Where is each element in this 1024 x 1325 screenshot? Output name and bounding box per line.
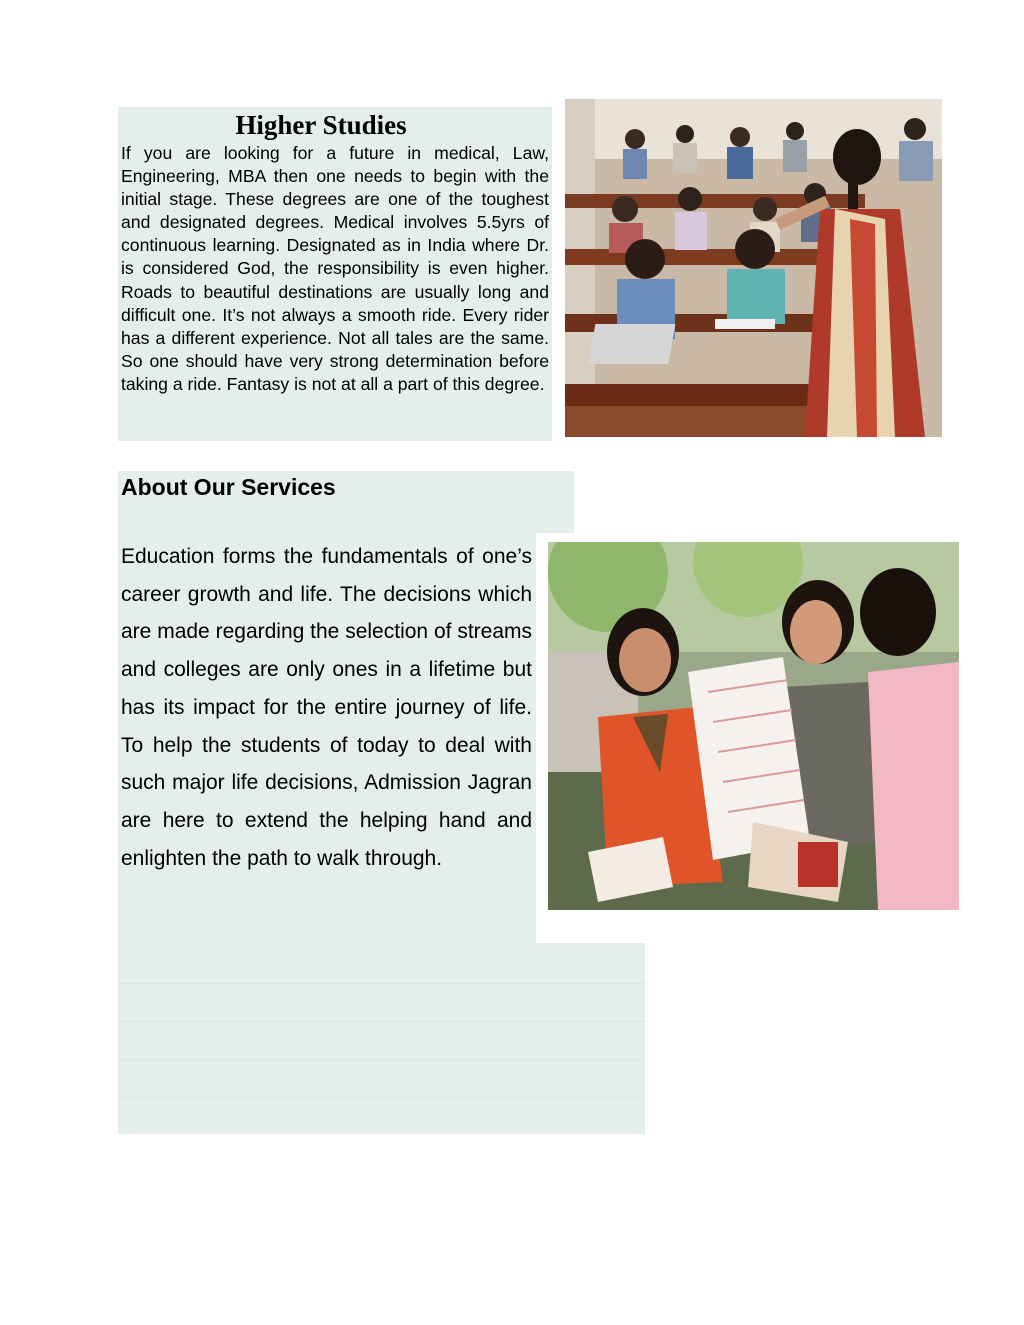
services-bottom-panel: [118, 943, 645, 1134]
classroom-photo: [565, 99, 942, 437]
higher-studies-title: Higher Studies: [235, 110, 407, 140]
students-photo: [548, 542, 959, 910]
divider: [118, 1059, 645, 1060]
higher-studies-body: If you are looking for a future in medical, Law, Engineering, MBA then one needs to begin with the initial stage. These degrees are one of the toughest and designated degrees. Medical involves 5.5yrs of continuous learning. Designated as in India where Dr. is considered God, the responsibility is even higher. Roads to beautiful destinations are usually long and difficult one. It’s not always a smooth ride. Every rider has a different experience. Not all tales are the same. So one should have very strong determination before taking a ride. Fantasy is not at all a part of this degree.: [121, 143, 549, 394]
services-title: About Our Services: [121, 474, 336, 500]
services-body: Education forms the fundamentals of one’s career growth and life. The decisions which are made regarding the selection of streams and colleges are only ones in a lifetime but has its impact for the entire journey of life. To help the students of today to deal with such major life decisions, Admission Jagran are here to extend the helping hand and enlighten the path to walk through.: [121, 545, 532, 870]
divider: [118, 983, 645, 984]
divider: [118, 1097, 645, 1098]
divider: [118, 1021, 645, 1022]
